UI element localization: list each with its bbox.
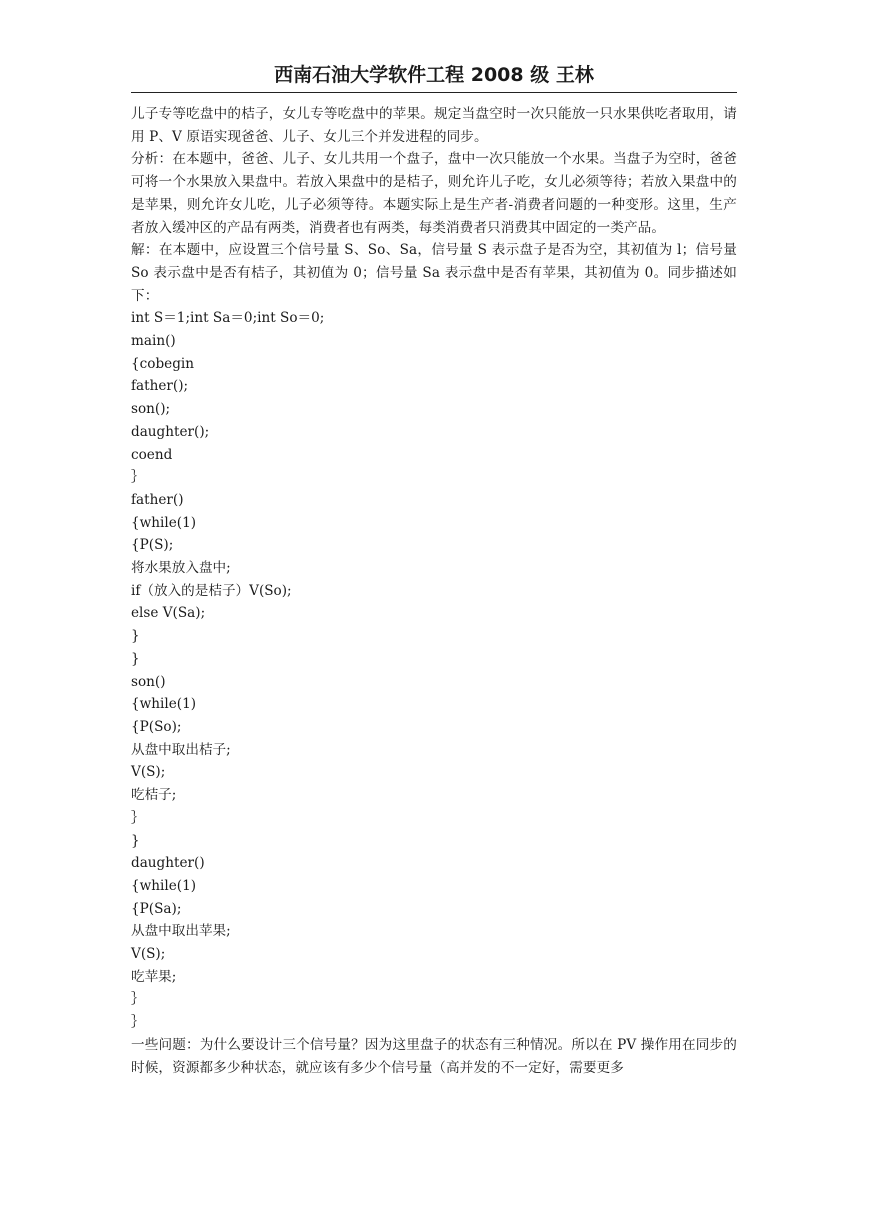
- code-line: {cobegin: [131, 355, 194, 372]
- code-line: 从盘中取出苹果;: [131, 923, 231, 940]
- code-line: father();: [131, 378, 189, 395]
- code-block: [131, 307, 737, 1034]
- code-line: father(): [131, 491, 184, 508]
- code-line: daughter();: [131, 423, 210, 440]
- code-line: }: [131, 628, 140, 645]
- code-line: {while(1): [131, 514, 197, 531]
- code-line: son();: [131, 401, 171, 418]
- code-line: ｝: [131, 991, 145, 1008]
- code-line: V(S);: [131, 764, 166, 781]
- header-title: 西南石油大学软件工程 2008 级 王林: [274, 64, 594, 86]
- code-line: else V(Sa);: [131, 605, 206, 622]
- code-line: {while(1): [131, 877, 197, 894]
- code-line: if（放入的是桔子）V(So);: [131, 582, 292, 599]
- page-header: [131, 60, 737, 93]
- code-line: ｝: [131, 809, 145, 826]
- code-line: ｝: [131, 1014, 145, 1031]
- code-line: {P(So);: [131, 718, 182, 735]
- code-line: main(): [131, 333, 176, 350]
- code-line: }: [131, 650, 140, 667]
- code-line: coend: [131, 446, 173, 463]
- code-line: 从盘中取出桔子;: [131, 741, 231, 758]
- code-line: 吃桔子;: [131, 787, 177, 804]
- code-line: ｝: [131, 469, 145, 486]
- code-line: 吃苹果;: [131, 968, 177, 985]
- problems-paragraph: 一些问题：为什么要设计三个信号量？因为这里盘子的状态有三种情况。所以在 PV 操作用在同步的时候，资源都多少种状态，就应该有多少个信号量（高并发的不一定好，需要更多: [131, 1036, 737, 1076]
- question-paragraph: 儿子专等吃盘中的桔子，女儿专等吃盘中的苹果。规定当盘空时一次只能放一只水果供吃者取用，请用 P、V 原语实现爸爸、儿子、女儿三个并发进程的同步。: [131, 106, 737, 145]
- code-line: {P(S);: [131, 537, 174, 554]
- code-line: 将水果放入盘中;: [131, 560, 231, 577]
- code-line: {P(Sa);: [131, 900, 182, 917]
- code-line: int S＝1;int Sa＝0;int So＝0;: [131, 310, 325, 327]
- code-line: }: [131, 832, 140, 849]
- document-body: [131, 103, 737, 1079]
- code-line: son(): [131, 673, 166, 690]
- analysis-paragraph: 分析：在本题中，爸爸、儿子、女儿共用一个盘子，盘中一次只能放一个水果。当盘子为空时，爸爸可将一个水果放入果盘中。若放入果盘中的是桔子，则允许儿子吃，女儿必须等待；若放入果盘中的是苹果，则允许女儿吃，儿子必须等待。本题实际上是生产者-消费者问题的一种变形。这里，生产者放入缓冲区的产品有两类，消费者也有两类，每类消费者只消费其中固定的一类产品。: [131, 151, 737, 236]
- code-line: {while(1): [131, 696, 197, 713]
- code-line: daughter(): [131, 855, 205, 872]
- solution-paragraph: 解：在本题中，应设置三个信号量 S、So、Sa，信号量 S 表示盘子是否为空，其初值为 l；信号量 So 表示盘中是否有桔子，其初值为 0；信号量 Sa 表示盘中是否有苹果，其初值为 0。同步描述如下：: [131, 242, 737, 304]
- code-line: V(S);: [131, 946, 166, 963]
